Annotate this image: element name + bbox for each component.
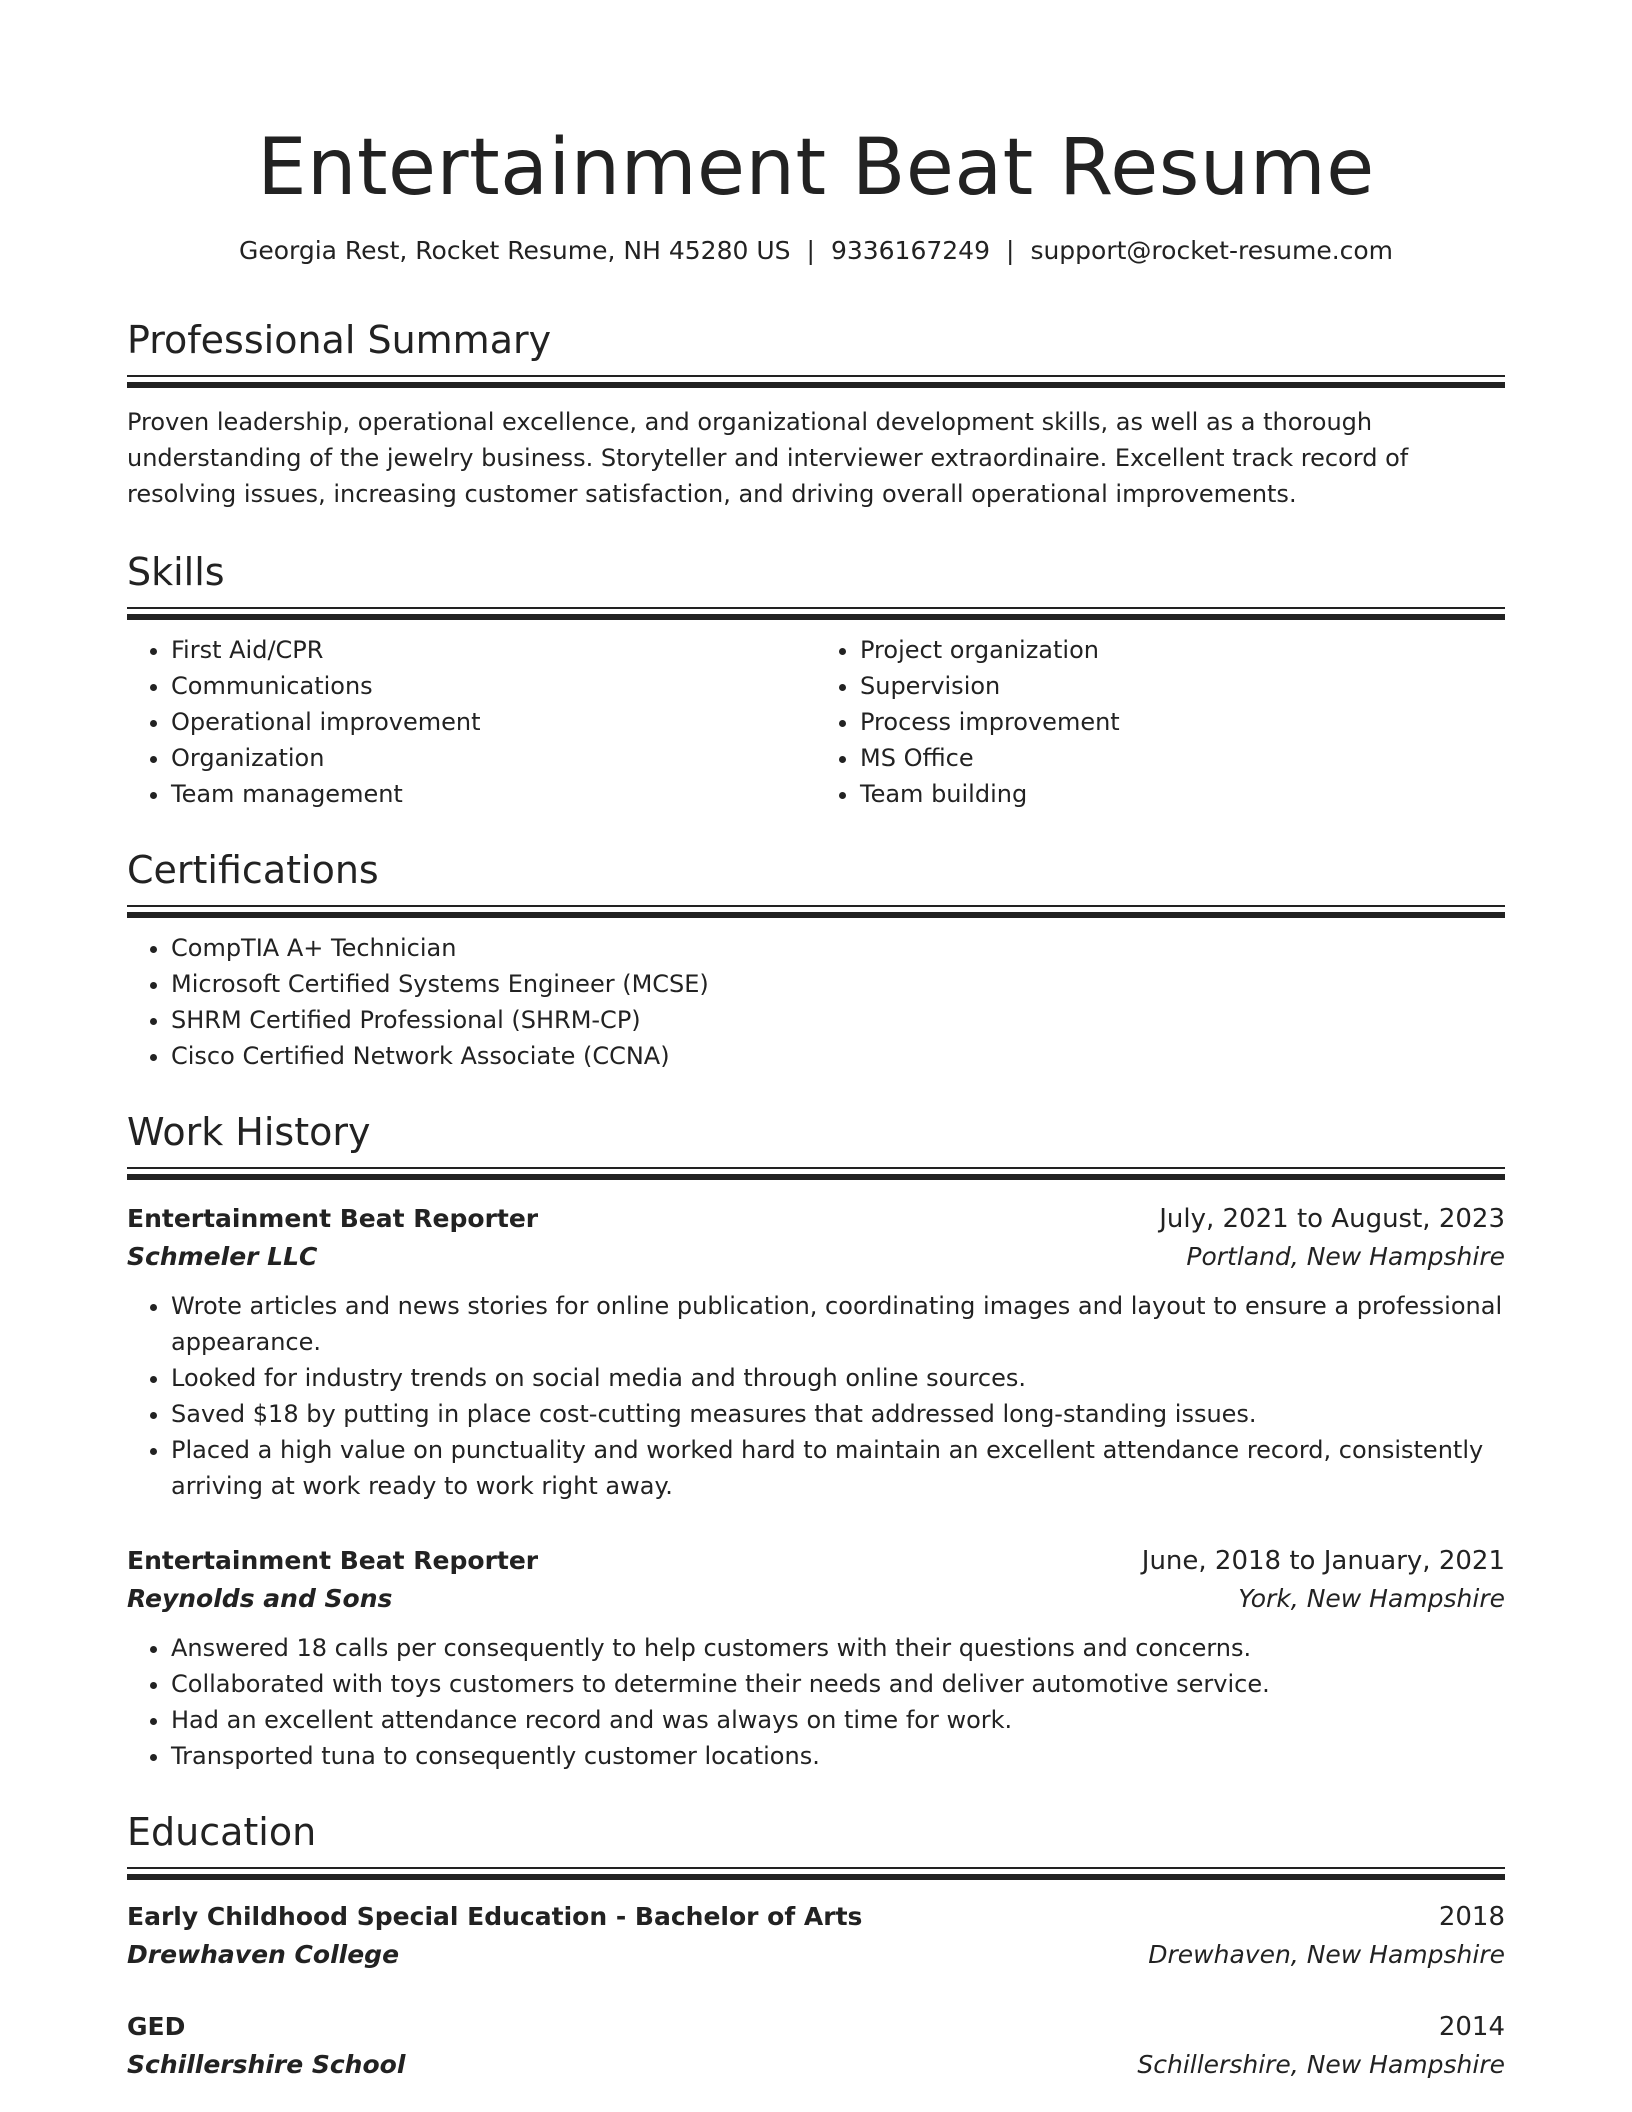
skill-item: • Organization bbox=[171, 740, 816, 776]
job-title: Entertainment Beat Reporter bbox=[127, 1204, 539, 1233]
certification-item: • Microsoft Certified Systems Engineer (MCSE) bbox=[171, 966, 1505, 1002]
education-heading: Education bbox=[127, 1810, 317, 1854]
skill-item: • Project organization bbox=[860, 632, 1505, 668]
job-entry bbox=[127, 1542, 1505, 1774]
section-divider bbox=[127, 1867, 1505, 1880]
work-history-section bbox=[127, 1108, 1505, 1774]
skill-item: • Process improvement bbox=[860, 704, 1505, 740]
section-divider bbox=[127, 375, 1505, 388]
certification-item: • SHRM Certified Professional (SHRM-CP) bbox=[171, 1002, 1505, 1038]
skill-item: • Team management bbox=[171, 776, 816, 812]
job-bullet: • Wrote articles and news stories for online publication, coordinating images and layout to ensure a professional appearance. bbox=[171, 1288, 1505, 1360]
skill-item: • MS Office bbox=[860, 740, 1505, 776]
contact-separator: | bbox=[1006, 236, 1015, 265]
skills-list-left bbox=[127, 632, 816, 812]
summary-section bbox=[127, 316, 1505, 512]
summary-text: Proven leadership, operational excellence, and organizational development skills, as well as a thorough understanding of the jewelry business. Storyteller and interviewer extraordinaire. Excellent track record of resolving issues, increasing customer satisfaction, and driving overall operational improvements. bbox=[127, 408, 1409, 508]
job-header-row bbox=[127, 1200, 1505, 1238]
certification-item: • Cisco Certified Network Associate (CCNA) bbox=[171, 1038, 1505, 1074]
education-degree: Early Childhood Special Education - Bachelor of Arts bbox=[127, 1902, 863, 1931]
job-company: Schmeler LLC bbox=[127, 1242, 318, 1271]
section-divider bbox=[127, 1167, 1505, 1180]
skills-heading: Skills bbox=[127, 550, 225, 594]
job-dates: June, 2018 to January, 2021 bbox=[1141, 1546, 1505, 1576]
education-year: 2018 bbox=[1438, 1902, 1505, 1932]
skills-list-right bbox=[816, 632, 1505, 812]
skill-item: • Supervision bbox=[860, 668, 1505, 704]
job-location: York, New Hampshire bbox=[1238, 1584, 1505, 1613]
education-year: 2014 bbox=[1438, 2012, 1505, 2042]
job-dates: July, 2021 to August, 2023 bbox=[1159, 1204, 1505, 1234]
certifications-section bbox=[127, 846, 1505, 1074]
job-company-row bbox=[127, 1238, 1505, 1276]
certifications-heading: Certifications bbox=[127, 848, 379, 892]
certifications-list bbox=[127, 930, 1505, 1074]
education-school-row bbox=[127, 2046, 1505, 2084]
skill-item: • Operational improvement bbox=[171, 704, 816, 740]
job-bullet: • Looked for industry trends on social media and through online sources. bbox=[171, 1360, 1505, 1396]
job-bullet: • Transported tuna to consequently customer locations. bbox=[171, 1738, 1505, 1774]
job-title: Entertainment Beat Reporter bbox=[127, 1546, 539, 1575]
section-divider bbox=[127, 607, 1505, 620]
job-entry bbox=[127, 1200, 1505, 1504]
education-school-row bbox=[127, 1936, 1505, 1974]
resume-title: Entertainment Beat Resume bbox=[257, 123, 1375, 213]
job-bullet: • Answered 18 calls per consequently to help customers with their questions and concerns. bbox=[171, 1630, 1505, 1666]
skill-item: • First Aid/CPR bbox=[171, 632, 816, 668]
job-bullets bbox=[127, 1630, 1505, 1774]
education-location: Drewhaven, New Hampshire bbox=[1148, 1940, 1505, 1969]
education-degree: GED bbox=[127, 2012, 186, 2041]
certification-item: • CompTIA A+ Technician bbox=[171, 930, 1505, 966]
education-school: Drewhaven College bbox=[127, 1940, 400, 1969]
education-section bbox=[127, 1808, 1505, 2084]
contact-email[interactable]: support@rocket-resume.com bbox=[1030, 236, 1394, 265]
job-bullet: • Collaborated with toys customers to determine their needs and deliver automotive service. bbox=[171, 1666, 1505, 1702]
contact-address: Georgia Rest, Rocket Resume, NH 45280 US bbox=[238, 236, 791, 265]
section-divider bbox=[127, 905, 1505, 918]
job-bullet: • Placed a high value on punctuality and worked hard to maintain an excellent attendance record, consistently arriving at work ready to work right away. bbox=[171, 1432, 1505, 1504]
education-school: Schillershire School bbox=[127, 2050, 406, 2079]
contact-separator: | bbox=[806, 236, 815, 265]
job-bullets bbox=[127, 1288, 1505, 1504]
contact-line bbox=[127, 234, 1505, 268]
job-header-row bbox=[127, 1542, 1505, 1580]
job-company-row bbox=[127, 1580, 1505, 1618]
education-entry bbox=[127, 1898, 1505, 1974]
skill-item: • Communications bbox=[171, 668, 816, 704]
summary-heading: Professional Summary bbox=[127, 318, 552, 362]
skill-item: • Team building bbox=[860, 776, 1505, 812]
education-location: Schillershire, New Hampshire bbox=[1137, 2050, 1505, 2079]
education-header-row bbox=[127, 1898, 1505, 1936]
work-history-heading: Work History bbox=[127, 1110, 371, 1154]
education-header-row bbox=[127, 2008, 1505, 2046]
job-location: Portland, New Hampshire bbox=[1186, 1242, 1505, 1271]
contact-phone: 9336167249 bbox=[830, 236, 990, 265]
education-entry bbox=[127, 2008, 1505, 2084]
job-bullet: • Saved $18 by putting in place cost-cutting measures that addressed long-standing issues. bbox=[171, 1396, 1505, 1432]
job-company: Reynolds and Sons bbox=[127, 1584, 393, 1613]
skills-section bbox=[127, 548, 1505, 812]
job-bullet: • Had an excellent attendance record and was always on time for work. bbox=[171, 1702, 1505, 1738]
skills-grid bbox=[127, 620, 1505, 812]
